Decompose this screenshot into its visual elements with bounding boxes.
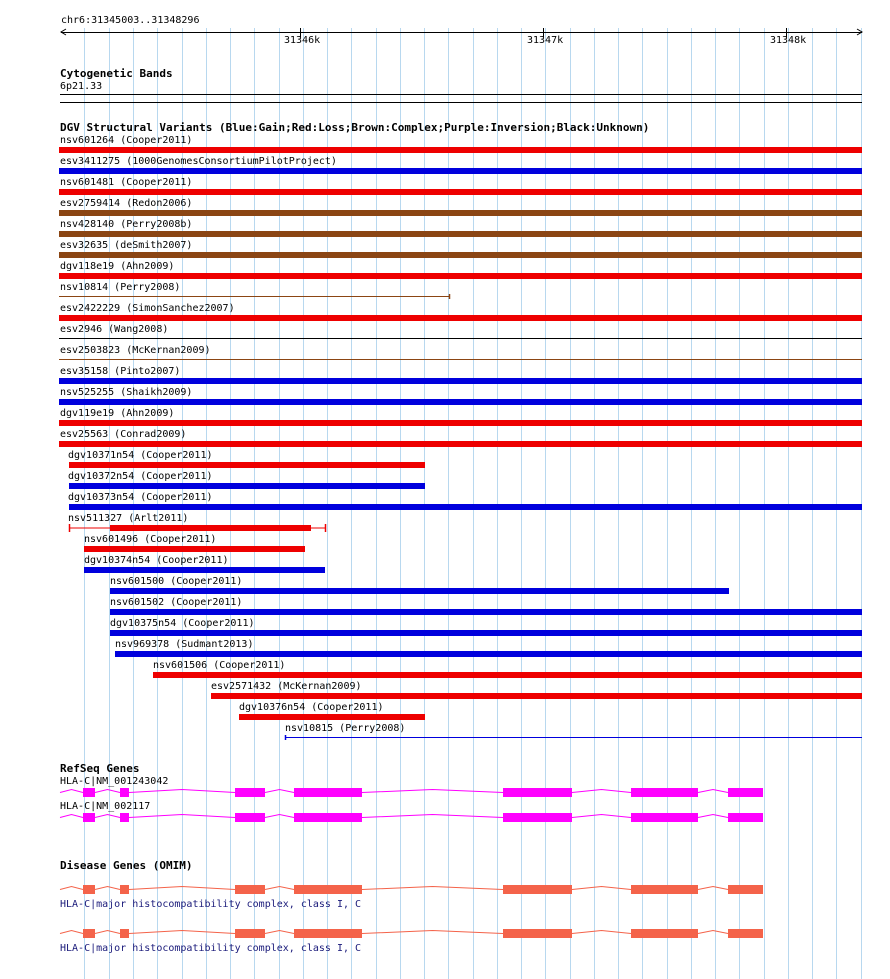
variant-label[interactable]: esv2503823 (McKernan2009) [60,345,211,356]
variant-bar[interactable] [69,504,862,510]
cytoband-top-border [60,94,862,95]
gene-exon [631,788,698,797]
variant-label[interactable]: nsv601502 (Cooper2011) [110,597,243,608]
omim-gene-model[interactable] [0,927,890,941]
variant-bar[interactable] [59,399,862,405]
ruler-tick-label-1: 31346k [284,35,321,46]
ruler-right-arrow-icon [857,29,862,35]
variant-bar[interactable] [115,651,862,657]
variant-bar[interactable] [59,231,862,237]
variant-label[interactable]: dgv10374n54 (Cooper2011) [84,555,229,566]
variant-bar[interactable] [59,147,862,153]
variant-bar[interactable] [0,294,890,300]
variant-label[interactable]: nsv601496 (Cooper2011) [84,534,217,545]
variant-bar[interactable] [239,714,425,720]
gene-utr-line [60,790,83,793]
gene-exon [294,885,362,894]
gene-utr-line [60,931,83,934]
variant-bar[interactable] [59,168,862,174]
gene-exon [83,813,95,822]
variant-bar[interactable] [69,483,425,489]
variant-label[interactable]: esv25563 (Conrad2009) [60,429,187,440]
variant-bar[interactable] [59,252,862,258]
variant-bar[interactable] [59,273,862,279]
variant-label[interactable]: dgv10376n54 (Cooper2011) [239,702,384,713]
gene-exon [120,929,129,938]
gene-exon [120,813,129,822]
omim-gene-label[interactable]: HLA-C|major histocompatibility complex, class I, C [60,899,362,910]
gene-intron [698,931,728,934]
gene-exon [120,885,129,894]
variant-label[interactable]: nsv601481 (Cooper2011) [60,177,193,188]
gene-intron [698,815,728,818]
gene-exon [294,929,362,938]
gene-exon [83,885,95,894]
variant-label[interactable]: dgv10371n54 (Cooper2011) [68,450,213,461]
variant-bar[interactable] [110,609,862,615]
refseq-gene-model[interactable] [0,811,890,825]
gene-exon [294,788,362,797]
gene-intron [362,815,503,818]
gene-intron [265,931,294,934]
variant-label[interactable]: dgv119e19 (Ahn2009) [60,408,175,419]
dgv-track-title: DGV Structural Variants (Blue:Gain;Red:Loss;Brown:Complex;Purple:Inversion;Black:Unknown) [60,121,650,134]
variant-bar[interactable] [59,210,862,216]
variant-bar[interactable] [69,462,425,468]
gene-intron [265,790,294,793]
variant-label[interactable]: dgv118e19 (Ahn2009) [60,261,175,272]
gene-intron [95,931,120,934]
gene-exon [503,788,572,797]
variant-label[interactable]: esv2422229 (SimonSanchez2007) [60,303,235,314]
gene-exon [83,929,95,938]
variant-bar[interactable] [110,588,729,594]
refseq-gene-model[interactable] [0,786,890,800]
gene-exon [728,885,763,894]
ruler-location: chr6:31345003..31348296 [61,15,200,26]
variant-core [110,525,311,531]
variant-label[interactable]: esv2946 (Wang2008) [60,324,169,335]
omim-gene-model[interactable] [0,883,890,897]
variant-bar[interactable] [59,315,862,321]
variant-label[interactable]: nsv10814 (Perry2008) [60,282,181,293]
gene-intron [129,815,235,818]
variant-bar[interactable] [211,693,862,699]
gene-exon [631,813,698,822]
variant-label[interactable]: esv3411275 (1000GenomesConsortiumPilotProject) [60,156,337,167]
ruler-arrows [0,26,890,40]
gene-intron [362,790,503,793]
gene-exon [503,929,572,938]
variant-label[interactable]: dgv10373n54 (Cooper2011) [68,492,213,503]
gene-exon [728,929,763,938]
gene-intron [572,815,631,818]
refseq-track-title: RefSeq Genes [60,762,140,775]
variant-label[interactable]: esv32635 (deSmith2007) [60,240,193,251]
gene-utr-line [60,887,83,890]
variant-label[interactable]: esv2571432 (McKernan2009) [211,681,362,692]
gene-exon [728,788,763,797]
variant-label[interactable]: nsv601506 (Cooper2011) [153,660,286,671]
cytoband-track-title: Cytogenetic Bands [60,67,173,80]
gene-intron [362,931,503,934]
variant-bar[interactable] [59,441,862,447]
ruler-left-arrow-icon [61,29,66,35]
variant-bar[interactable] [153,672,862,678]
gene-exon [235,929,265,938]
variant-bar[interactable] [59,420,862,426]
gene-intron [572,931,631,934]
gene-intron [129,790,235,793]
gene-exon [235,885,265,894]
gene-exon [503,885,572,894]
gene-exon [294,813,362,822]
variant-label[interactable]: nsv10815 (Perry2008) [285,723,406,734]
gene-exon [631,929,698,938]
gene-intron [129,887,235,890]
variant-bar[interactable] [110,630,862,636]
variant-bar[interactable] [0,524,890,532]
gene-intron [362,887,503,890]
omim-gene-label[interactable]: HLA-C|major histocompatibility complex, class I, C [60,943,362,954]
variant-label[interactable]: nsv969378 (Sudmant2013) [115,639,254,650]
variant-label[interactable]: dgv10375n54 (Cooper2011) [110,618,255,629]
gene-exon [728,813,763,822]
gene-utr-line [60,815,83,818]
gene-exon [235,813,265,822]
refseq-gene-label[interactable]: HLA-C|NM_001243042 [60,776,169,787]
omim-track-title: Disease Genes (OMIM) [60,859,193,872]
gene-exon [120,788,129,797]
variant-label[interactable]: esv2759414 (Redon2006) [60,198,193,209]
variant-bar[interactable] [59,378,862,384]
variant-bar[interactable] [59,338,862,339]
variant-bar[interactable] [84,567,325,573]
gene-intron [265,815,294,818]
gene-intron [698,790,728,793]
gene-intron [95,790,120,793]
gene-exon [235,788,265,797]
variant-label[interactable]: esv35158 (Pinto2007) [60,366,181,377]
gene-intron [95,887,120,890]
gene-intron [95,815,120,818]
variant-bar[interactable] [59,359,862,360]
variant-label[interactable]: nsv428140 (Perry2008b) [60,219,193,230]
variant-label[interactable]: nsv601500 (Cooper2011) [110,576,243,587]
variant-label[interactable]: nsv525255 (Shaikh2009) [60,387,193,398]
variant-label[interactable]: dgv10372n54 (Cooper2011) [68,471,213,482]
gene-intron [698,887,728,890]
gene-intron [129,931,235,934]
cytoband-bottom-border [60,102,862,103]
cytoband-label: 6p21.33 [60,81,103,92]
gene-exon [631,885,698,894]
gene-exon [503,813,572,822]
variant-label[interactable]: nsv511327 (Arlt2011) [68,513,189,524]
refseq-gene-label[interactable]: HLA-C|NM_002117 [60,801,151,812]
gene-intron [265,887,294,890]
variant-label[interactable]: nsv601264 (Cooper2011) [60,135,193,146]
gene-intron [572,790,631,793]
gene-intron [572,887,631,890]
ruler-tick-label-3: 31348k [770,35,807,46]
variant-bar[interactable] [0,735,890,741]
variant-bar[interactable] [84,546,305,552]
gene-exon [83,788,95,797]
variant-bar[interactable] [59,189,862,195]
ruler-tick-label-2: 31347k [527,35,564,46]
